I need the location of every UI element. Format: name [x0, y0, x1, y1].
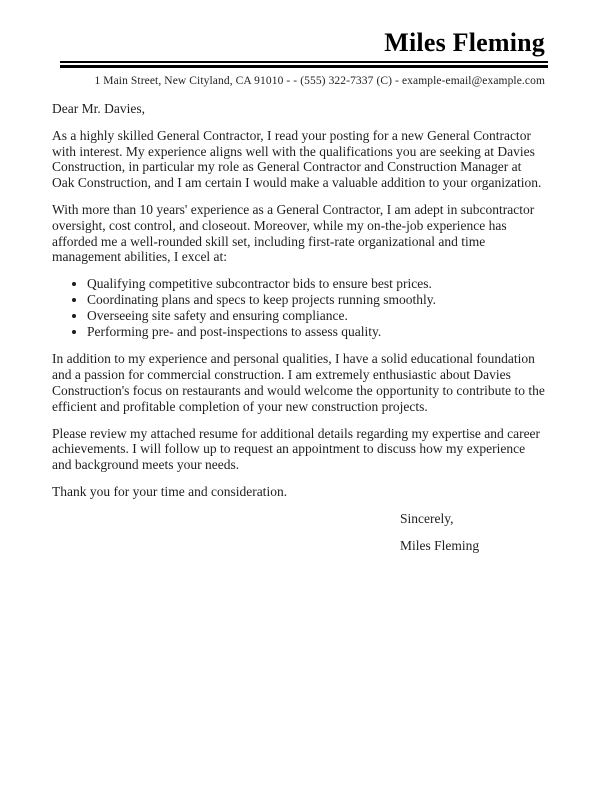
paragraph-follow-up: Please review my attached resume for additional details regarding my expertise and career achievements. I will follow up to request an appointment to discuss how my experience and background meets your needs. [52, 425, 541, 473]
paragraph-education: In addition to my experience and personal qualities, I have a solid educational foundation and a passion for commercial construction. I am extremely enthusiastic about Davies Construction's focus on restaurants and would welcome the opportunity to contribute to the efficient and profitable completion of your new construction projects. [52, 351, 545, 414]
qualification-item: • Performing pre- and post-inspections to assess quality. [87, 324, 545, 340]
paragraph-experience: With more than 10 years' experience as a General Contractor, I am adept in subcontractor oversight, cost control, and closeout. Moreover, while my on-the-job experience has afforded me a well-rounded skill set, including first-rate organizational and time management abilities, I excel at: [52, 201, 535, 265]
paragraph-introduction: As a highly skilled General Contractor, I read your posting for a new General Contractor with interest. My experience aligns well with the qualifications you are seeking at Davies Construction, in particular my role as General Contractor and Construction Manager at Oak Construction, and I am certain I would make a valuable addition to your organization. [52, 127, 542, 191]
letter-body [52, 101, 545, 553]
letter-header [52, 28, 545, 88]
header-divider-rule [60, 61, 548, 68]
qualifications-list [52, 276, 545, 339]
qualification-item: • Coordinating plans and specs to keep projects running smoothly. [87, 292, 545, 308]
signature-name: Miles Fleming [400, 537, 480, 553]
contact-info-line: 1 Main Street, New Cityland, CA 91010 - - (555) 322-7337 (C) - example-email@example.com [94, 75, 545, 87]
paragraph-thanks: Thank you for your time and consideration. [52, 483, 288, 499]
closing-block [400, 511, 545, 554]
qualification-item: • Qualifying competitive subcontractor bids to ensure best prices. [87, 276, 545, 292]
salutation: Dear Mr. Davies, [52, 101, 145, 116]
applicant-name-heading: Miles Fleming [384, 28, 545, 57]
valediction: Sincerely, [400, 510, 454, 526]
qualification-item: • Overseeing site safety and ensuring compliance. [87, 308, 545, 324]
